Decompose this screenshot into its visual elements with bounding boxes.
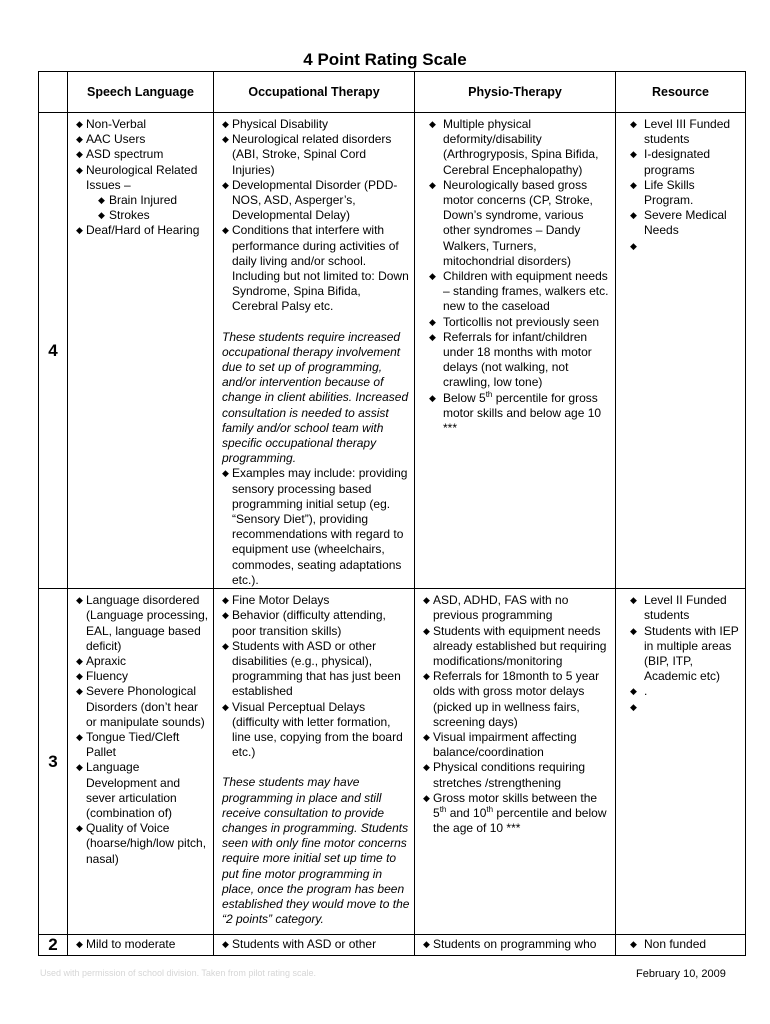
list-item: ◆ Physical conditions requiring stretches /strengthening [423, 760, 611, 790]
ot-note: These students require increased occupational therapy involvement due to set up of programming, and/or intervention because of change in client abilities. Increased consultation is needed to assist family and/or school team with specific occupational therapy programming. [222, 329, 409, 466]
header-occupational-therapy: Occupational Therapy [214, 72, 415, 113]
list-item: ◆ . [624, 684, 741, 699]
list-item: ◆ Non-Verbal [76, 117, 209, 132]
header-row [39, 72, 746, 113]
ot-note: These students may have programming in place and still receive consultation to provide changes in programming. Students seen with only fine motor concerns require more initial set up time to put fine motor programming in place, once the program has been established they would move to the “2 points” category. [222, 775, 410, 927]
list-item: ◆ Level II Funded students [624, 593, 741, 623]
ot-cell [214, 935, 415, 956]
rank-cell: 4 [39, 113, 68, 589]
list-item: ◆ Children with equipment needs – standing frames, walkers etc. new to the caseload [423, 269, 611, 315]
list-item: ◆ Behavior (difficulty attending, poor transition skills) [222, 608, 410, 638]
list-subitem: ◆ Strokes [76, 208, 209, 223]
list-item: ◆ Gross motor skills between the 5th and 10th percentile and below the age of 10 *** [423, 791, 611, 837]
list-item: ◆ Mild to moderate [76, 937, 209, 952]
list-item: ◆ Fine Motor Delays [222, 593, 410, 608]
pt-cell [415, 589, 616, 935]
list-item: ◆ Neurological related disorders (ABI, Stroke, Spinal Cord Injuries) [222, 132, 410, 178]
list-item: ◆ Torticollis not previously seen [423, 315, 611, 330]
list-item: ◆ Quality of Voice (hoarse/high/low pitch, nasal) [76, 821, 209, 867]
header-speech-language: Speech Language [68, 72, 214, 113]
list-item: ◆ Students with ASD or other disabilities (e.g., physical), programming that has just been established [222, 639, 410, 700]
list-item: ◆ Referrals for 18month to 5 year olds with gross motor delays (picked up in wellness fairs, screening days) [423, 669, 611, 730]
speech-cell [68, 589, 214, 935]
rating-scale-table [38, 71, 746, 956]
list-item: ◆ Deaf/Hard of Hearing [76, 223, 209, 238]
list-item: ◆ Below 5th percentile for gross motor skills and below age 10 *** [423, 391, 611, 437]
list-item: ◆ Apraxic [76, 654, 209, 669]
list-item: ◆ Multiple physical deformity/disability (Arthrogryposis, Spina Bifida, Cerebral Encephalopathy) [423, 117, 611, 178]
list-item: ◆ Language disordered (Language processing, EAL, language based deficit) [76, 593, 209, 654]
list-item: ◆ Level III Funded students [624, 117, 741, 147]
ot-cell [214, 589, 415, 935]
list-item: ◆ Physical Disability [222, 117, 410, 132]
list-item: ◆ Referrals for infant/children under 18 months with motor delays (not walking, not crawling, low tone) [423, 330, 611, 391]
list-item: ◆ ASD spectrum [76, 147, 209, 162]
resource-cell [616, 589, 746, 935]
list-item: ◆ Life Skills Program. [624, 178, 741, 208]
list-item: ◆ Neurologically based gross motor concerns (CP, Stroke, Down’s syndrome, various other syndromes – Dandy Walkers, Turners, mitochondrial disorders) [423, 178, 611, 269]
header-resource: Resource [616, 72, 746, 113]
page-title: 4 Point Rating Scale [303, 50, 467, 69]
list-item: ◆ Visual impairment affecting balance/coordination [423, 730, 611, 760]
list-item: ◆ Visual Perceptual Delays (difficulty with letter formation, line use, copying from the board etc.) [222, 700, 410, 761]
list-item: ◆ AAC Users [76, 132, 209, 147]
list-item: ◆ ASD, ADHD, FAS with no previous programming [423, 593, 611, 623]
pt-cell [415, 935, 616, 956]
pt-cell [415, 113, 616, 589]
list-item: ◆ Developmental Disorder (PDD-NOS, ASD, Asperger’s, Developmental Delay) [222, 178, 410, 224]
list-item: ◆ Students on programming who [423, 937, 611, 952]
list-item: ◆ Fluency [76, 669, 209, 684]
list-subitem: ◆ Brain Injured [76, 193, 209, 208]
header-blank [39, 72, 68, 113]
speech-cell [68, 935, 214, 956]
list-item: ◆ Conditions that interfere with performance during activities of daily living and/or school. Including but not limited to: Down Syndrome, Spina Bifida, Cerebral Palsy etc. [222, 223, 410, 314]
list-item: ◆ I-designated programs [624, 147, 741, 177]
list-item: ◆ Examples may include: providing sensory processing based programming initial setup (eg. “Sensory Diet”), providing recommendations with regard to equipment use (wheelchairs, commodes, seating adaptations etc.). [222, 466, 410, 588]
list-item: ◆ Neurological Related Issues – [76, 163, 209, 193]
list-item: ◆ Severe Medical Needs [624, 208, 741, 238]
speech-cell [68, 113, 214, 589]
header-physio-therapy: Physio-Therapy [415, 72, 616, 113]
table-row [39, 589, 746, 935]
rank-cell: 3 [39, 589, 68, 935]
list-item: ◆ Tongue Tied/Cleft Pallet [76, 730, 209, 760]
list-item: ◆ Students with IEP in multiple areas (BIP, ITP, Academic etc) [624, 624, 741, 685]
table-row [39, 113, 746, 589]
resource-cell [616, 935, 746, 956]
rank-cell: 2 [39, 935, 68, 956]
list-item: ◆ Language Development and sever articulation (combination of) [76, 760, 209, 821]
list-item: ◆ Students with equipment needs already established but requiring modifications/monitoring [423, 624, 611, 670]
list-item: ◆ Students with ASD or other [222, 937, 410, 952]
document-date: February 10, 2009 [636, 968, 726, 980]
footer-faint-text: Used with permission of school division. Taken from pilot rating scale. [40, 968, 316, 978]
list-item: ◆ Non funded [624, 937, 741, 952]
table-row [39, 935, 746, 956]
ot-cell [214, 113, 415, 589]
resource-cell [616, 113, 746, 589]
list-item: ◆ Severe Phonological Disorders (don’t hear or manipulate sounds) [76, 684, 209, 730]
